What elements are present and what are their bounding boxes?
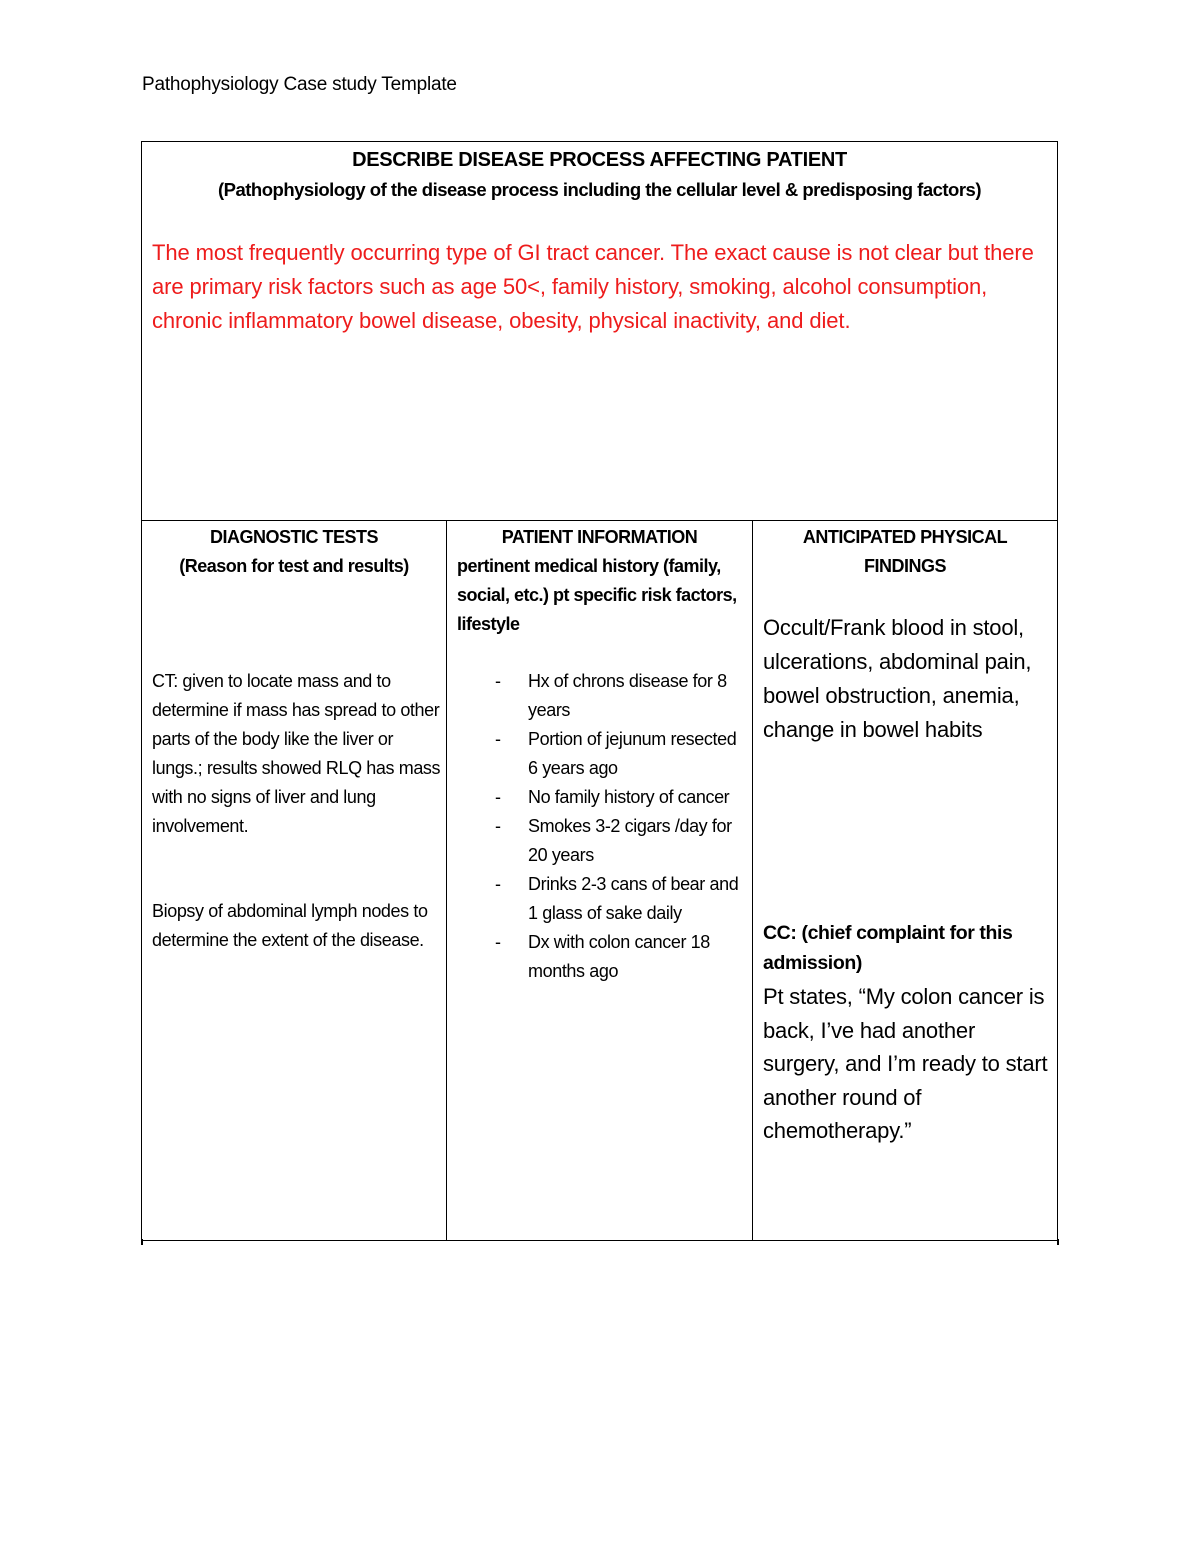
disease-process-subheading: (Pathophysiology of the disease process including the cellular level & predisposing factors)	[217, 179, 982, 200]
dash-marker: -	[495, 932, 501, 952]
patient-history-list	[457, 667, 742, 986]
list-item: - Portion of jejunum resected 6 years ago	[457, 725, 742, 783]
patient-information-heading: PATIENT INFORMATION	[501, 527, 698, 547]
dash-marker: -	[495, 671, 501, 691]
diagnostic-tests-heading: DIAGNOSTIC TESTS	[209, 527, 378, 547]
disease-process-section	[141, 141, 1058, 521]
ct-test-text: CT: given to locate mass and to determine if mass has spread to other parts of the body like the liver or lungs.; results showed RLQ has mass with no signs of liver and lung involvement.	[152, 671, 441, 836]
disease-process-heading: DESCRIBE DISEASE PROCESS AFFECTING PATIENT	[352, 149, 847, 171]
dash-marker: -	[495, 787, 501, 807]
table-corner-mark	[141, 1239, 143, 1245]
list-item: - Hx of chrons disease for 8 years	[457, 667, 742, 725]
chief-complaint-label: CC: (chief complaint for this admission)	[763, 922, 1013, 974]
physical-findings-text: Occult/Frank blood in stool, ulcerations, abdominal pain, bowel obstruction, anemia, change in bowel habits	[763, 615, 1032, 742]
list-item: - Smokes 3-2 cigars /day for 20 years	[457, 812, 742, 870]
dash-marker: -	[495, 816, 501, 836]
physical-findings-column	[753, 521, 1057, 1240]
biopsy-test-text: Biopsy of abdominal lymph nodes to determine the extent of the disease.	[152, 901, 428, 950]
table-corner-mark	[1057, 1239, 1059, 1245]
disease-process-body: The most frequently occurring type of GI tract cancer. The exact cause is not clear but there are primary risk factors such as age 50<, family history, smoking, alcohol consumption, chronic inflammatory bowel disease, obesity, physical inactivity, and diet.	[152, 240, 1034, 333]
case-details-table	[141, 520, 1058, 1241]
dash-marker: -	[495, 729, 501, 749]
dash-marker: -	[495, 874, 501, 894]
list-item: - Drinks 2-3 cans of bear and 1 glass of sake daily	[457, 870, 742, 928]
list-item: - Dx with colon cancer 18 months ago	[457, 928, 742, 986]
diagnostic-tests-column	[142, 521, 447, 1240]
diagnostic-tests-subheading: (Reason for test and results)	[179, 556, 409, 576]
physical-findings-heading: ANTICIPATED PHYSICAL FINDINGS	[802, 527, 1008, 576]
list-item: - No family history of cancer	[457, 783, 742, 812]
chief-complaint-quote: Pt states, “My colon cancer is back, I’ve had another surgery, and I’m ready to start another round of chemotherapy.”	[763, 984, 1048, 1143]
patient-information-subheading: pertinent medical history (family, social, etc.) pt specific risk factors, lifestyle	[457, 556, 737, 634]
patient-information-column	[447, 521, 753, 1240]
page-title: Pathophysiology Case study Template	[142, 74, 457, 95]
